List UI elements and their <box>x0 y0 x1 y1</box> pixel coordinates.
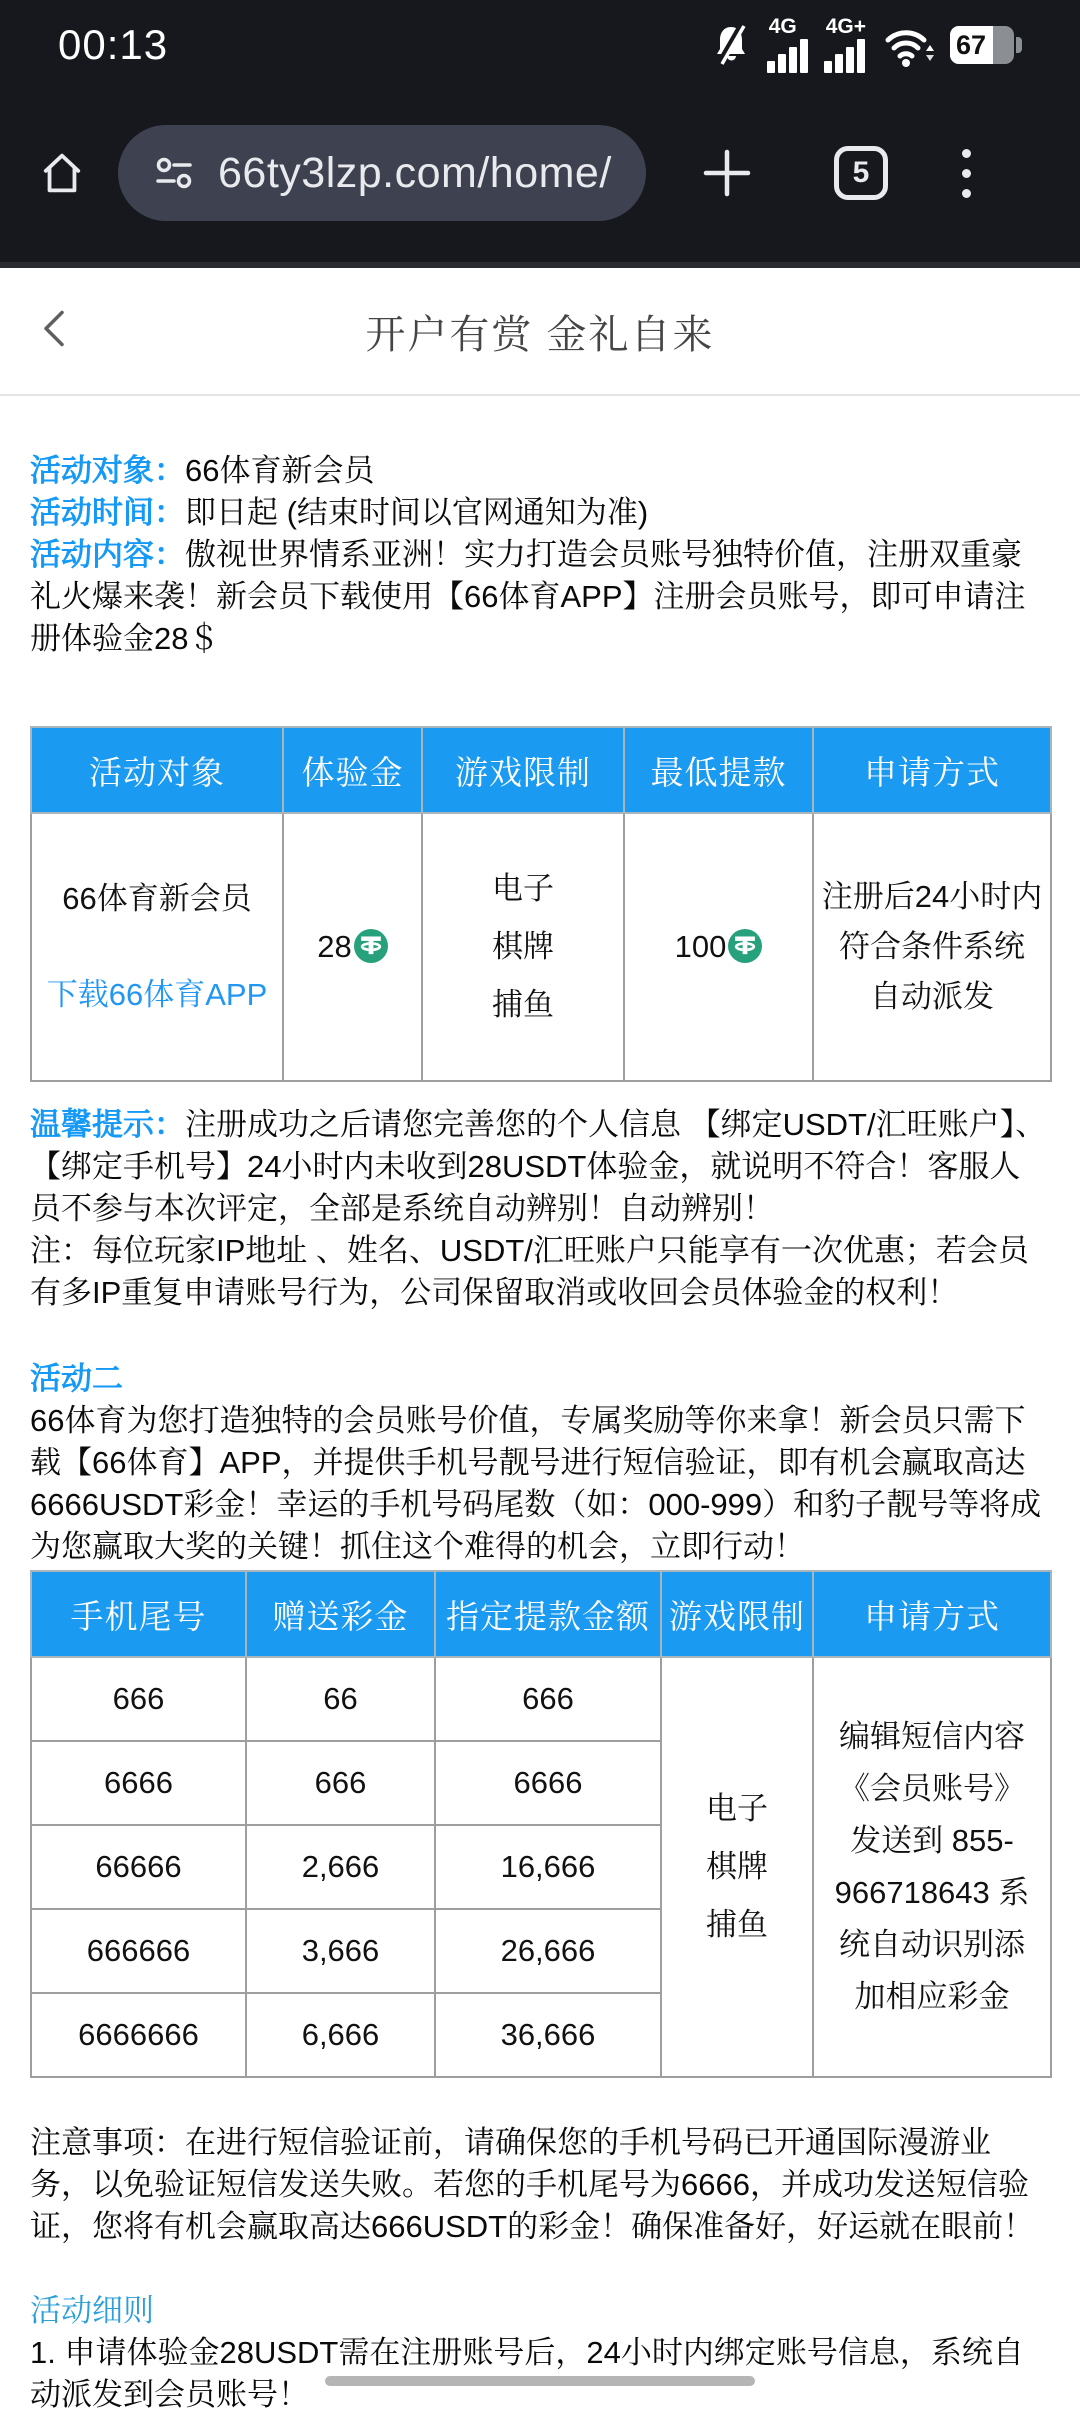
url-bar[interactable] <box>118 125 646 221</box>
min-withdraw-cell: 100 <box>624 813 813 1081</box>
col-header: 申请方式 <box>813 727 1051 813</box>
withdraw-cell: 666 <box>435 1657 661 1741</box>
withdraw-cell: 16,666 <box>435 1825 661 1909</box>
download-app-link[interactable]: 下载66体育APP <box>46 977 268 1012</box>
signal-4gplus-icon: 4G+ <box>824 17 866 73</box>
browser-toolbar <box>0 90 1080 268</box>
target-cell: 66体育新会员 下载66体育APP <box>31 813 283 1081</box>
table-header-row <box>31 727 1051 813</box>
notice-note: 注：每位玩家IP地址 、姓名、USDT/汇旺账户只能享有一次优惠；若会员有多IP重复申请账号行为，公司保留取消或收回会员体验金的权利！ <box>30 1233 1029 1310</box>
tail-cell: 66666 <box>31 1825 246 1909</box>
apply-method-cell: 注册后24小时内 符合条件系统 自动派发 <box>813 813 1051 1081</box>
activity2-text: 66体育为您打造独特的会员账号价值，专属奖励等你来拿！新会员只需下载【66体育】APP，并提供手机号靓号进行短信验证，即有机会赢取高达6666USDT彩金！幸运的手机号码尾数（如：000-999）和豹子靓号等将成为您赢取大奖的关键！抓住这个难得的机会，立即行动！ <box>30 1403 1042 1564</box>
home-icon[interactable] <box>36 147 88 199</box>
activity-time-label: 活动时间： <box>30 495 185 530</box>
url-text: 66ty3lzp.com/home/ <box>218 148 612 197</box>
clock: 00:13 <box>58 21 169 68</box>
tail-cell: 6666 <box>31 1741 246 1825</box>
bonus-cell: 6,666 <box>246 1993 435 2077</box>
col-header: 游戏限制 <box>422 727 624 813</box>
activity2-heading: 活动二 <box>30 1361 123 1396</box>
intro-section <box>30 450 1050 660</box>
tail-cell: 666666 <box>31 1909 246 1993</box>
status-bar <box>0 0 1080 90</box>
apply-method-cell: 编辑短信内容《会员账号》发送到 855-966718643 系统自动识别添加相应彩金 <box>813 1657 1051 2077</box>
activity-target-label: 活动对象： <box>30 453 185 488</box>
withdraw-cell: 26,666 <box>435 1909 661 1993</box>
col-header: 游戏限制 <box>661 1571 813 1657</box>
col-header: 体验金 <box>283 727 422 813</box>
game-limit-cell: 电子 棋牌 捕鱼 <box>422 813 624 1081</box>
tab-switcher-button[interactable]: 5 <box>834 146 888 200</box>
bonus-cell: 3,666 <box>246 1909 435 1993</box>
tether-icon <box>728 927 762 961</box>
tail-cell: 6666666 <box>31 1993 246 2077</box>
game-limit-cell: 电子 棋牌 捕鱼 <box>661 1657 813 2077</box>
bonus-cell: 28 <box>283 813 422 1081</box>
rules-heading: 活动细则 <box>30 2293 154 2328</box>
notifications-muted-icon <box>711 23 751 67</box>
activity2-table <box>30 1570 1052 2078</box>
new-tab-icon[interactable] <box>698 144 756 202</box>
notice-label: 温馨提示： <box>30 1107 185 1142</box>
kebab-menu-icon[interactable] <box>962 149 971 198</box>
bonus-cell: 666 <box>246 1741 435 1825</box>
activity1-table <box>30 726 1052 1082</box>
col-header: 手机尾号 <box>31 1571 246 1657</box>
tail-cell: 666 <box>31 1657 246 1741</box>
signal-4g-icon: 4G <box>767 17 808 73</box>
withdraw-cell: 36,666 <box>435 1993 661 2077</box>
site-settings-icon[interactable] <box>152 151 196 195</box>
activity-target-line: 活动对象：66体育新会员 <box>30 453 375 488</box>
table-row <box>31 813 1051 1081</box>
tether-icon <box>354 927 388 961</box>
bonus-cell: 2,666 <box>246 1825 435 1909</box>
table-row <box>31 1657 1051 1741</box>
notice-section <box>30 1104 1050 1314</box>
rule-1: 1. 申请体验金28USDT需在注册账号后，24小时内绑定账号信息，系统自动派发到会员账号！ <box>30 2335 1024 2412</box>
withdraw-cell: 6666 <box>435 1741 661 1825</box>
back-icon[interactable] <box>34 303 78 360</box>
horizontal-scrollbar[interactable] <box>325 2376 755 2386</box>
activity-content-label: 活动内容： <box>30 537 185 572</box>
promo-content <box>0 450 1080 2416</box>
notice-text: 温馨提示：注册成功之后请您完善您的个人信息 【绑定USDT/汇旺账户】、【绑定手机号】24小时内未收到28USDT体验金，就说明不符合！客服人员不参与本次评定，全部是系统自动辨别！自动辨别！ <box>30 1107 1047 1226</box>
col-header: 申请方式 <box>813 1571 1051 1657</box>
wifi-icon <box>882 21 934 69</box>
page-header <box>0 268 1080 396</box>
caution-text: 注意事项：在进行短信验证前，请确保您的手机号码已开通国际漫游业务，以免验证短信发送失败。若您的手机尾号为6666，并成功发送短信验证，您将有机会赢取高达666USDT的彩金！确保准备好，好运就在眼前！ <box>30 2125 1035 2244</box>
col-header: 最低提款 <box>624 727 813 813</box>
activity-content-line: 活动内容：傲视世界情系亚洲！实力打造会员账号独特价值，注册双重豪礼火爆来袭！新会员下载使用【66体育APP】注册会员账号，即可申请注册体验金28＄ <box>30 537 1026 656</box>
activity-time-line: 活动时间：即日起 (结束时间以官网通知为准) <box>30 495 649 530</box>
col-header: 指定提款金额 <box>435 1571 661 1657</box>
battery-icon: 67 <box>950 26 1022 64</box>
table-header-row <box>31 1571 1051 1657</box>
page-title: 开户有赏 金礼自来 <box>365 312 715 357</box>
col-header: 活动对象 <box>31 727 283 813</box>
bonus-cell: 66 <box>246 1657 435 1741</box>
col-header: 赠送彩金 <box>246 1571 435 1657</box>
